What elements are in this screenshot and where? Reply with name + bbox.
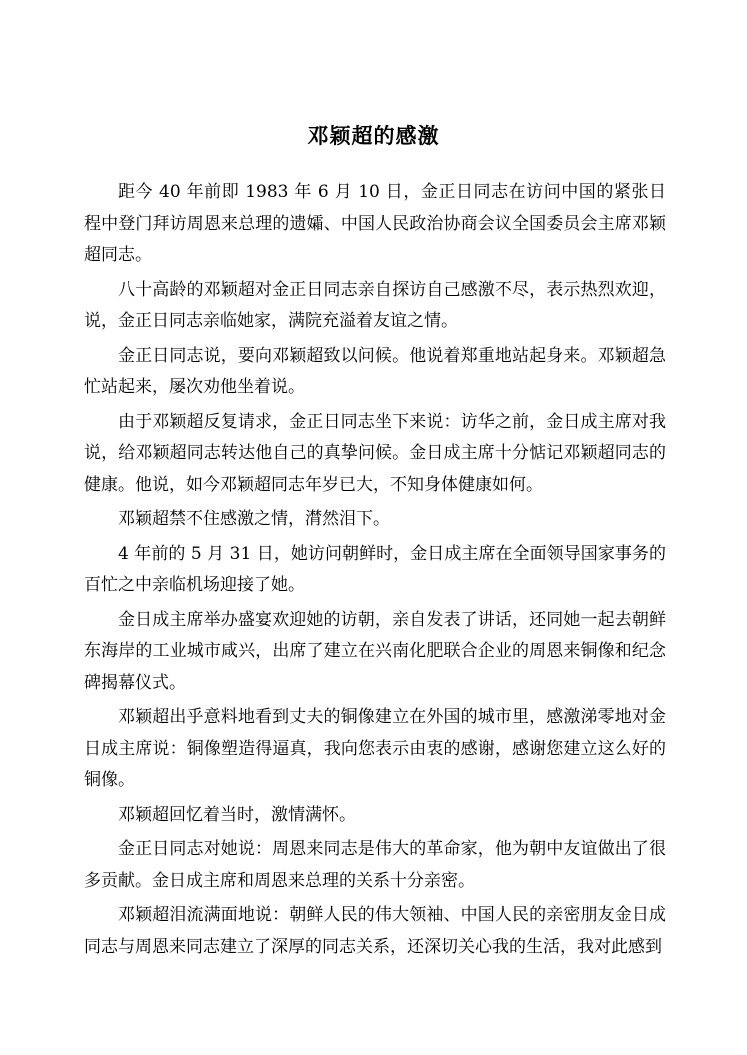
paragraph-4: 由于邓颖超反复请求，金正日同志坐下来说：访华之前，金日成主席对我说，给邓颖超同志转达他自己的真挚问候。金日成主席十分惦记邓颖超同志的健康。他说，如今邓颖超同志年岁已大，不知身体健康如何。	[84, 411, 666, 495]
paragraph-2: 八十高龄的邓颖超对金正日同志亲自探访自己感激不尽，表示热烈欢迎，说，金正日同志亲临她家，满院充溢着友谊之情。	[84, 279, 666, 331]
paragraph-9: 邓颖超回忆着当时，激情满怀。	[118, 804, 356, 825]
paragraph-1: 距今 40 年前即 1983 年 6 月 10 日，金正日同志在访问中国的紧张日程中登门拜访周恩来总理的遗孀、中国人民政治协商会议全国委员会主席邓颖超同志。	[84, 182, 666, 265]
paragraph-3: 金正日同志说，要向邓颖超致以问候。他说着郑重地站起身来。邓颖超急忙站起来，屡次劝他坐着说。	[84, 345, 666, 397]
paragraph-10: 金正日同志对她说：周恩来同志是伟大的革命家，他为朝中友谊做出了很多贡献。金日成主席和周恩来总理的关系十分亲密。	[84, 839, 666, 891]
paragraph-7: 金日成主席举办盛宴欢迎她的访朝，亲自发表了讲话，还同她一起去朝鲜东海岸的工业城市咸兴，出席了建立在兴南化肥联合企业的周恩来铜像和纪念碑揭幕仪式。	[84, 609, 666, 693]
paragraph-11: 邓颖超泪流满面地说：朝鲜人民的伟大领袖、中国人民的亲密朋友金日成同志与周恩来同志建立了深厚的同志关系，还深切关心我的生活，我对此感到	[84, 905, 666, 957]
paragraph-8: 邓颖超出乎意料地看到丈夫的铜像建立在外国的城市里，感激涕零地对金日成主席说：铜像塑造得逼真，我向您表示由衷的感谢，感谢您建立这么好的铜像。	[84, 707, 666, 790]
document-body	[84, 177, 666, 966]
document-title: 邓颖超的感激	[307, 124, 440, 148]
paragraph-6: 4 年前的 5 月 31 日，她访问朝鲜时，金日成主席在全面领导国家事务的百忙之中亲临机场迎接了她。	[84, 543, 666, 595]
paragraph-5: 邓颖超禁不住感激之情，潸然泪下。	[118, 509, 390, 529]
